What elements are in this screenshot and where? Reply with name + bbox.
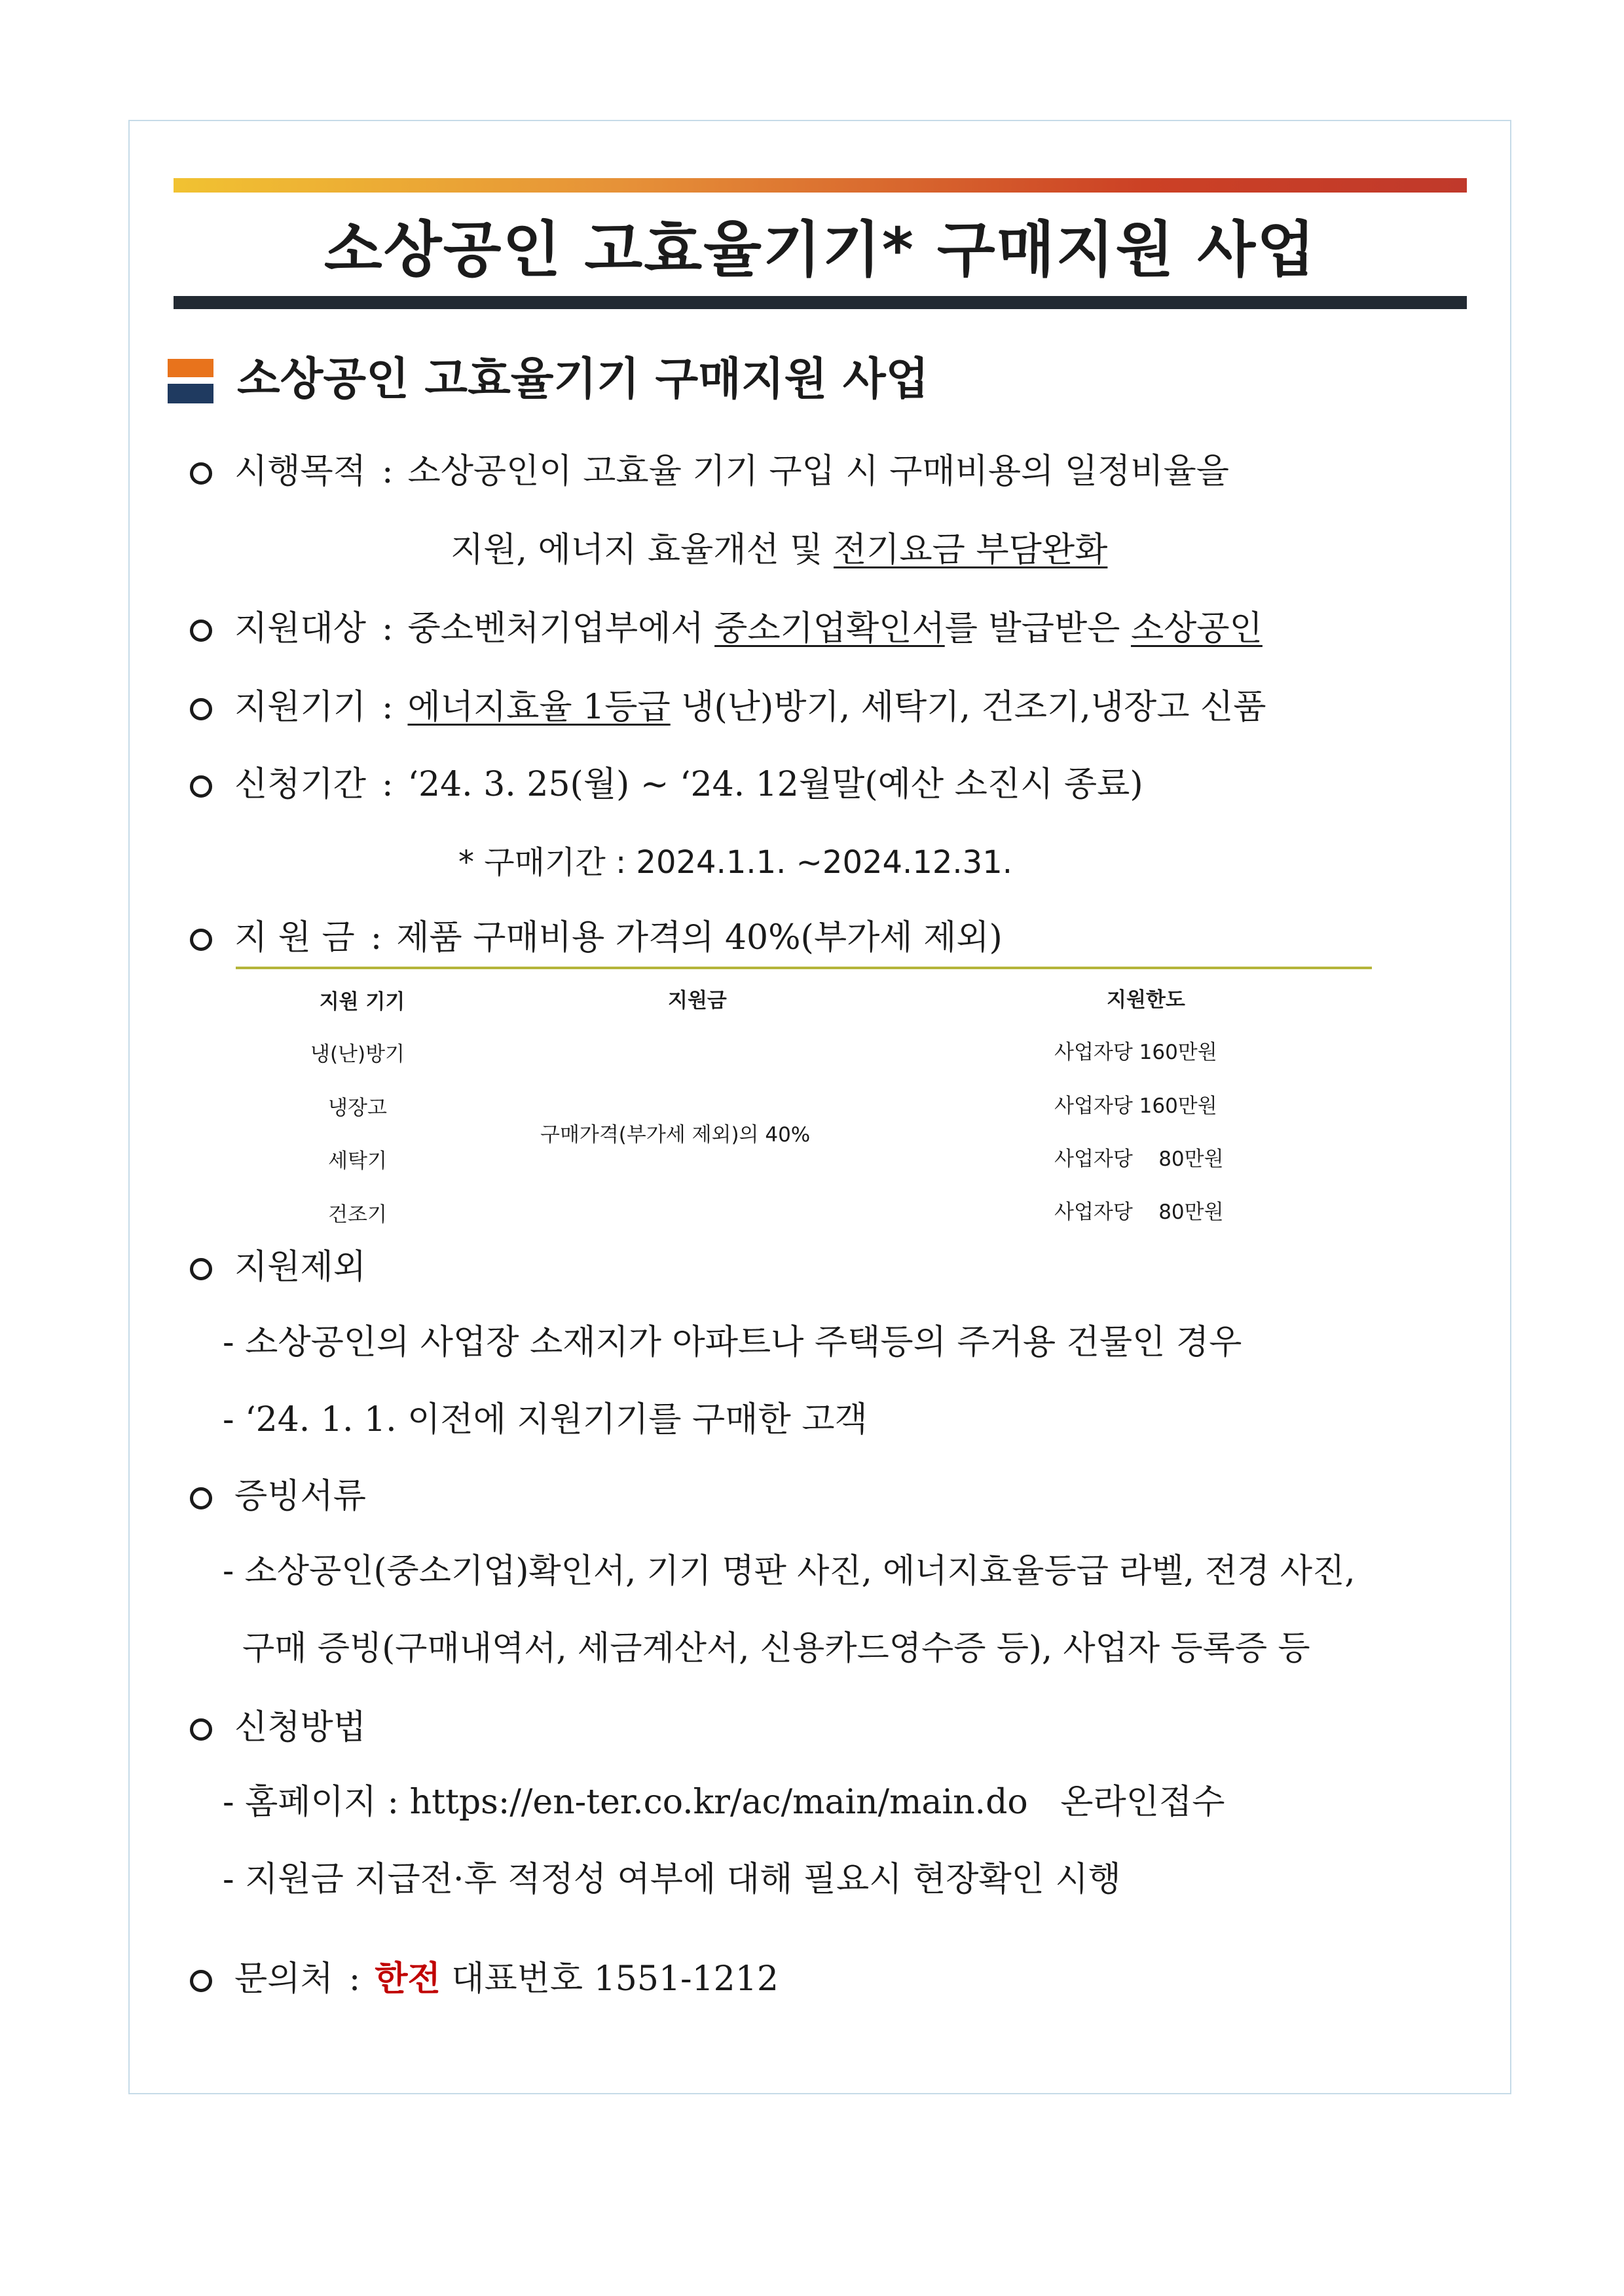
contact-text: 대표번호 1551-1212 — [440, 1959, 779, 1999]
colon: : — [381, 688, 394, 727]
target-prefix: 중소벤처기업부에서 — [407, 609, 715, 648]
purpose-label: 시행목적 — [234, 452, 366, 491]
method-item-check: - 지원금 지급전·후 적정성 여부에 대해 필요시 현장확인 시행 — [223, 1860, 1121, 1899]
circle-bullet-icon — [190, 1258, 212, 1280]
purpose-row — [190, 445, 1229, 498]
period-text: ‘24. 3. 25(월) ~ ‘24. 12월말(예산 소진시 종료) — [407, 765, 1143, 804]
target-row — [190, 602, 1263, 655]
documents-line-2: 구매 증빙(구매내역서, 세금계산서, 신용카드영수증 등), 사업자 등록증 등 — [242, 1629, 1310, 1668]
title-dark-bar — [174, 296, 1467, 309]
devices-text: 냉(난)방기, 세탁기, 건조기,냉장고 신품 — [670, 688, 1266, 727]
colon: : — [381, 609, 394, 648]
section-square-icon — [168, 359, 213, 403]
target-underlined-1: 중소기업확인서 — [714, 609, 945, 648]
contact-label: 문의처 — [234, 1959, 333, 1999]
colon: : — [381, 452, 394, 491]
colon: : — [348, 1959, 361, 1999]
table-row-device: 세탁기 — [328, 1149, 387, 1173]
purpose-underlined: 전기요금 부담완화 — [833, 530, 1108, 570]
devices-label: 지원기기 — [234, 688, 366, 727]
table-row-device: 냉장고 — [328, 1096, 387, 1120]
amount-text: 제품 구매비용 가격의 40%(부가세 제외) — [396, 918, 1003, 957]
method-label: 신청방법 — [234, 1708, 366, 1747]
colon: : — [381, 765, 394, 804]
exclusions-row — [190, 1241, 366, 1293]
table-merged-amount: 구매가격(부가세 제외)의 40% — [540, 1123, 811, 1147]
title-gradient-bar — [174, 178, 1467, 193]
table-header-limit: 지원한도 — [1107, 988, 1185, 1012]
target-underlined-2: 소상공인 — [1130, 609, 1263, 648]
devices-underlined: 에너지효율 1등급 — [407, 688, 671, 727]
table-row-limit: 사업자당 80만원 — [1054, 1147, 1224, 1171]
circle-bullet-icon — [190, 698, 212, 720]
section-title: 소상공인 고효율기기 구매지원 사업 — [237, 354, 929, 405]
circle-bullet-icon — [190, 929, 212, 951]
table-row-limit: 사업자당 160만원 — [1054, 1041, 1217, 1064]
target-label: 지원대상 — [234, 609, 366, 648]
target-middle: 를 발급받은 — [944, 609, 1131, 648]
exclusion-item: - ‘24. 1. 1. 이전에 지원기기를 구매한 고객 — [223, 1400, 868, 1439]
documents-label: 증빙서류 — [234, 1477, 366, 1516]
amount-label: 지 원 금 — [234, 918, 355, 957]
circle-bullet-icon — [190, 775, 212, 798]
documents-line-1: - 소상공인(중소기업)확인서, 기기 명판 사진, 에너지효율등급 라벨, 전경 사진, — [223, 1552, 1356, 1591]
circle-bullet-icon — [190, 1718, 212, 1741]
period-label: 신청기간 — [234, 765, 366, 804]
purchase-period-note: * 구매기간 : 2024.1.1. ~2024.12.31. — [458, 844, 1012, 881]
circle-bullet-icon — [190, 620, 212, 642]
contact-row — [190, 1953, 779, 2005]
table-row-limit: 사업자당 80만원 — [1054, 1200, 1224, 1224]
amount-divider-line — [236, 967, 1372, 969]
exclusion-item: - 소상공인의 사업장 소재지가 아파트나 주택등의 주거용 건물인 경우 — [223, 1323, 1242, 1362]
main-title: 소상공인 고효율기기* 구매지원 사업 — [323, 215, 1317, 285]
colon: : — [370, 918, 382, 957]
table-row-device: 건조기 — [328, 1203, 387, 1227]
amount-row — [190, 912, 1003, 964]
documents-row — [190, 1470, 366, 1523]
circle-bullet-icon — [190, 1970, 212, 1992]
table-header-device: 지원 기기 — [319, 990, 405, 1014]
circle-bullet-icon — [190, 462, 212, 485]
method-item-homepage: - 홈페이지 : https://en-ter.co.kr/ac/main/main.do 온라인접수 — [223, 1783, 1225, 1822]
table-header-amount: 지원금 — [668, 989, 727, 1012]
period-row — [190, 758, 1143, 811]
purpose-text2: 지원, 에너지 효율개선 및 — [451, 530, 834, 570]
contact-org: 한전 — [375, 1959, 441, 1999]
table-row-limit: 사업자당 160만원 — [1054, 1094, 1217, 1118]
exclusions-label: 지원제외 — [234, 1248, 366, 1287]
purpose-text-cont — [451, 524, 1107, 576]
devices-row — [190, 681, 1266, 733]
method-row — [190, 1701, 366, 1754]
circle-bullet-icon — [190, 1487, 212, 1509]
purpose-text: 소상공인이 고효율 기기 구입 시 구매비용의 일정비율을 — [407, 452, 1229, 491]
table-row-device: 냉(난)방기 — [310, 1043, 405, 1066]
